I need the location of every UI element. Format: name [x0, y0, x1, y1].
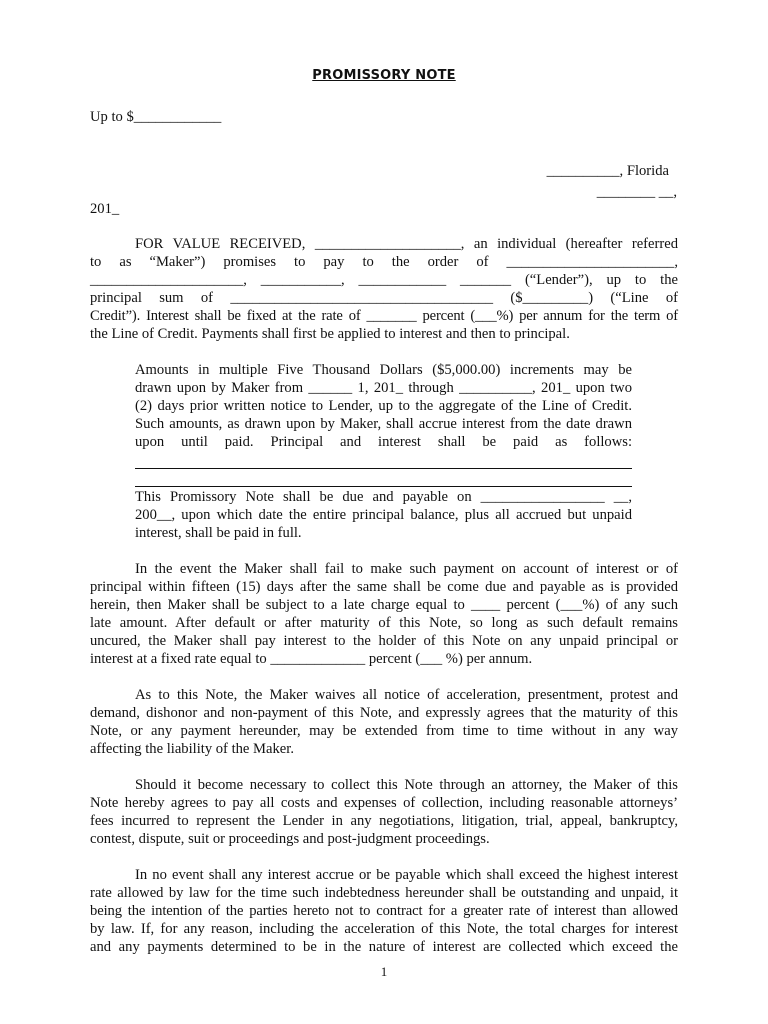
paragraph-line: fees incurred to represent the Lender in any negotiations, litigation, trial, appeal, bankruptcy,: [90, 813, 678, 829]
amount-line: Up to $____________: [90, 109, 222, 125]
paragraph-line: FOR VALUE RECEIVED, ____________________, an individual (hereafter referred: [135, 236, 678, 252]
block-line: upon until paid. Principal and interest shall be paid as follows:: [135, 434, 632, 450]
paragraph-line: Note, or any payment hereunder, may be extended from time to time without in any way: [90, 723, 678, 739]
paragraph-line: being the intention of the parties hereto not to contract for a greater rate of interest than allowed: [90, 903, 678, 919]
block-line: (2) days prior written notice to Lender, up to the aggregate of the Line of Credit.: [135, 398, 632, 414]
block-due-date: [135, 488, 632, 542]
paragraph-line: Credit”). Interest shall be fixed at the rate of _______ percent (___%) per annum for the term of: [90, 308, 678, 324]
place-line: __________, Florida: [546, 163, 669, 179]
paragraph-waiver: [90, 686, 678, 758]
block-line: 200__, upon which date the entire principal balance, plus all accrued but unpaid: [135, 507, 632, 523]
block-line: Amounts in multiple Five Thousand Dollars ($5,000.00) increments may be: [135, 362, 632, 378]
paragraph-line: principal sum of ____________________________________ ($_________) (“Line of: [90, 290, 678, 306]
block-draw-terms: [135, 361, 632, 451]
paragraph-line: uncured, the Maker shall pay interest to the holder of this Note on any unpaid principal or: [90, 633, 678, 649]
year-line: 201_: [90, 201, 120, 217]
paragraph-line: principal within fifteen (15) days after the same shall be come due and payable as is provided: [90, 579, 678, 595]
date-line: ________ __,: [596, 184, 677, 200]
paragraph-line: to as “Maker”) promises to pay to the order of _______________________,: [90, 254, 678, 270]
paragraph-line: In no event shall any interest accrue or be payable which shall exceed the highest interest: [135, 867, 678, 883]
page-number: 1: [380, 964, 388, 979]
paragraph-line: late amount. After default or after maturity of this Note, so long as such default remains: [90, 615, 678, 631]
paragraph-line: and any payments determined to be in the nature of interest are collected which exceed the: [90, 939, 678, 955]
paragraph-line: herein, then Maker shall be subject to a late charge equal to ____ percent (___%) of any such: [90, 597, 678, 613]
paragraph-line: demand, dishonor and non-payment of this Note, and expressly agrees that the maturity of this: [90, 705, 678, 721]
paragraph-line: interest at a fixed rate equal to _____________ percent (___ %) per annum.: [90, 651, 533, 667]
block-line: Such amounts, as drawn upon by Maker, shall accrue interest from the date drawn: [135, 416, 632, 432]
paragraph-line: the Line of Credit. Payments shall first be applied to interest and then to principal.: [90, 326, 570, 342]
paragraph-line: As to this Note, the Maker waives all notice of acceleration, presentment, protest and: [135, 687, 678, 703]
paragraph-line: contest, dispute, suit or proceedings and post-judgment proceedings.: [90, 831, 490, 847]
paragraph-usury: [90, 866, 678, 956]
paragraph-line: In the event the Maker shall fail to make such payment on account of interest or of: [135, 561, 678, 577]
document-title: PROMISSORY NOTE: [312, 68, 456, 83]
paragraph-line: Should it become necessary to collect this Note through an attorney, the Maker of this: [135, 777, 678, 793]
blank-rule: [135, 486, 632, 487]
paragraph-collection-costs: [90, 776, 678, 848]
blank-rule: [135, 468, 632, 469]
paragraph-line: by law. If, for any reason, including the acceleration of this Note, the total charges for interest: [90, 921, 678, 937]
paragraph-line: rate allowed by law for the time such indebtedness hereunder shall be outstanding and unpaid, it: [90, 885, 678, 901]
paragraph-late-charge: [90, 560, 678, 668]
block-line: drawn upon by Maker from ______ 1, 201_ through __________, 201_ upon two: [135, 380, 632, 396]
paragraph-line: affecting the liability of the Maker.: [90, 741, 294, 757]
block-line: interest, shall be paid in full.: [135, 525, 302, 541]
block-line: This Promissory Note shall be due and payable on _________________ __,: [135, 489, 632, 505]
paragraph-line: _____________________, ___________, ____________ _______ (“Lender”), up to the: [90, 272, 678, 288]
paragraph-line: Note hereby agrees to pay all costs and expenses of collection, including reasonable attorneys’: [90, 795, 678, 811]
paragraph-value-received: [90, 235, 678, 343]
